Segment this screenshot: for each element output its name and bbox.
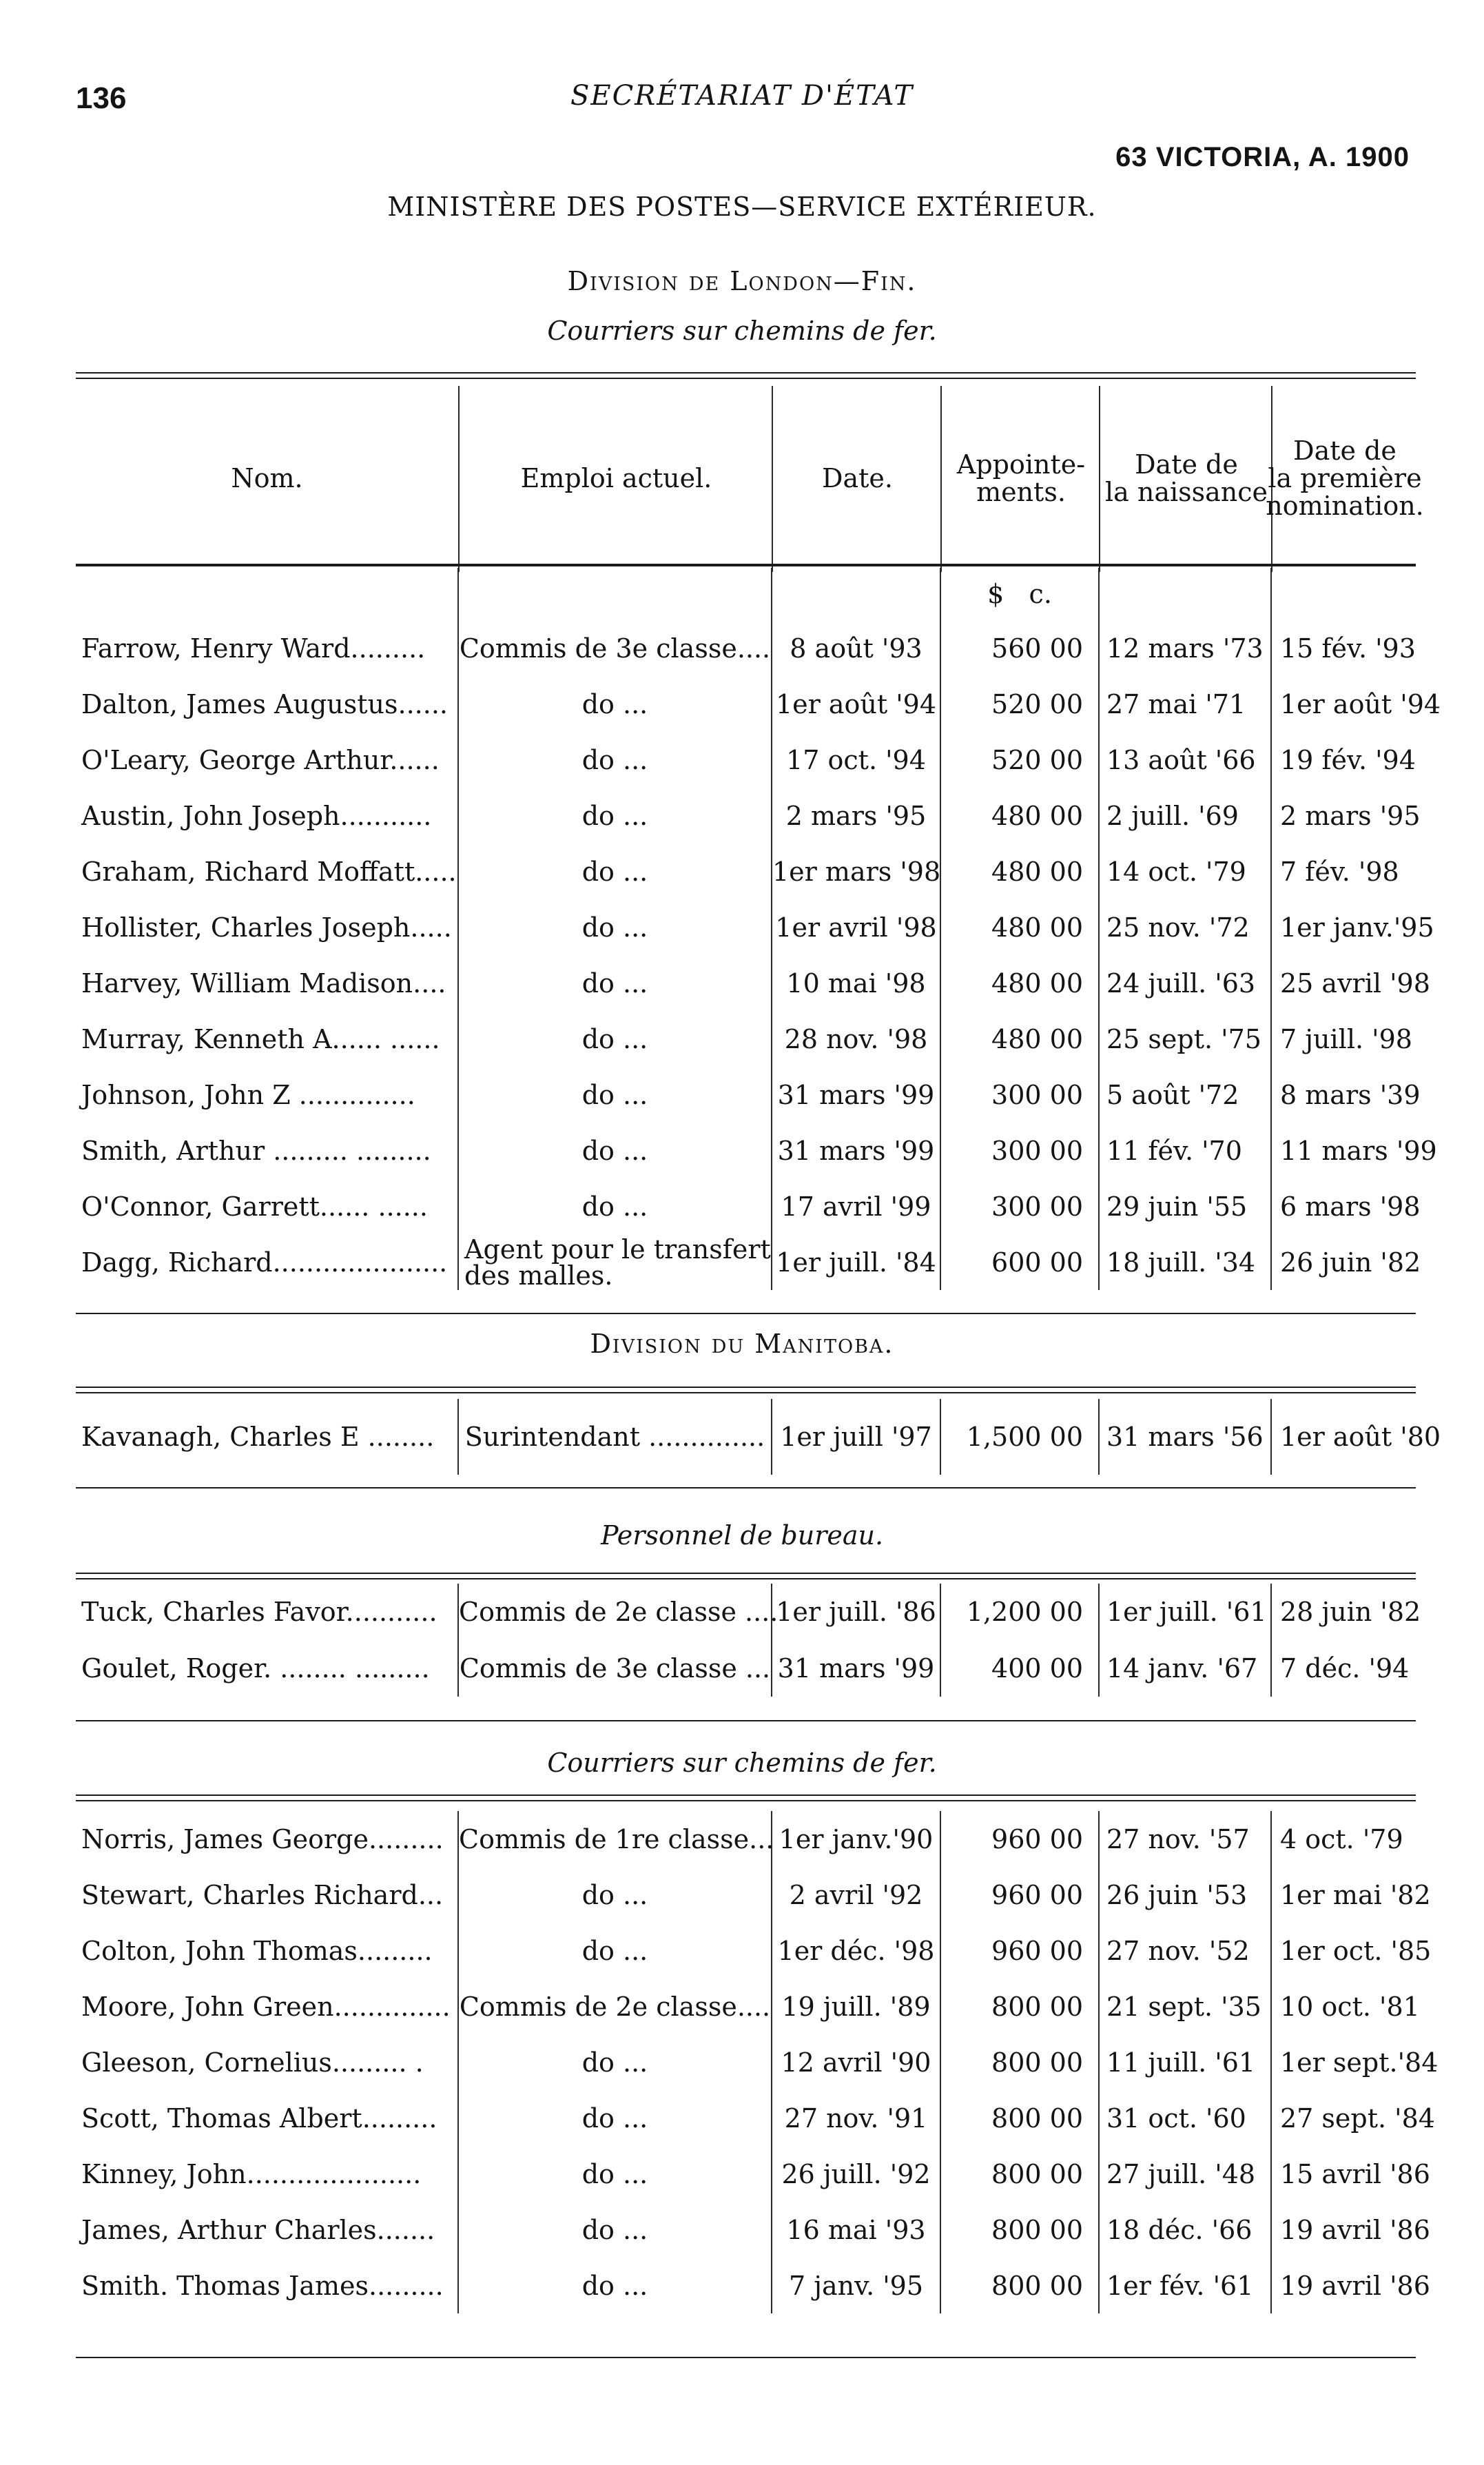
employment-title: do ... [458, 843, 772, 899]
table-row [76, 1584, 1416, 1640]
employment-title: do ... [458, 2202, 772, 2258]
employee-name: Stewart, Charles Richard... [81, 1879, 444, 1910]
table-row [76, 2258, 1416, 2313]
table-row [76, 1640, 1416, 1697]
appointment-date: 27 nov. '91 [772, 2090, 940, 2146]
salary-amount: 300 00 [940, 1178, 1099, 1234]
first-appointment-date: 25 avril '98 [1271, 955, 1416, 1011]
appointment-date: 1er janv.'90 [772, 1811, 940, 1867]
office-table [76, 1584, 1421, 1697]
birth-date: 18 déc. '66 [1099, 2202, 1271, 2258]
rail-top-rule-double [76, 1800, 1416, 1801]
appointment-date: 1er juill. '86 [772, 1584, 940, 1640]
first-appointment-date: 1er janv.'95 [1271, 899, 1416, 955]
appointment-date: 12 avril '90 [772, 2034, 940, 2090]
appointment-date: 1er juill '97 [772, 1399, 940, 1475]
salary-amount: 1,200 00 [940, 1584, 1099, 1640]
salary-amount: 800 00 [940, 2202, 1099, 2258]
birth-date: 27 mai '71 [1099, 676, 1271, 732]
first-appointment-date: 1er août '94 [1271, 676, 1416, 732]
first-appointment-date: 8 mars '39 [1271, 1067, 1416, 1123]
appointment-date: 28 nov. '98 [772, 1011, 940, 1067]
salary-amount: 800 00 [940, 2034, 1099, 2090]
table-row [76, 2034, 1416, 2090]
employment-title: do ... [458, 2090, 772, 2146]
col-header-first-appointment: Date de la première nomination. [1271, 386, 1417, 572]
appointment-date: 1er août '94 [772, 676, 940, 732]
birth-date: 29 juin '55 [1099, 1178, 1271, 1234]
employee-name: Kinney, John..................... [81, 2158, 422, 2189]
personnel-top-rule-double [76, 1578, 1416, 1579]
employee-name: Tuck, Charles Favor........... [81, 1597, 437, 1627]
table-row [76, 899, 1416, 955]
table-row [76, 1067, 1416, 1123]
employee-name: Norris, James George......... [81, 1823, 444, 1854]
first-appointment-date: 7 déc. '94 [1271, 1640, 1416, 1697]
salary-amount: 960 00 [940, 1811, 1099, 1867]
manitoba-top-rule [76, 1387, 1416, 1388]
salary-amount: 800 00 [940, 2090, 1099, 2146]
employee-name: Scott, Thomas Albert......... [81, 2103, 437, 2134]
employee-name: Kavanagh, Charles E ........ [81, 1422, 435, 1452]
table-row [76, 955, 1416, 1011]
table-row [76, 1399, 1416, 1475]
employment-title: Commis de 3e classe.... [458, 620, 772, 676]
birth-date: 25 sept. '75 [1099, 1011, 1271, 1067]
employee-name: Goulet, Roger. ........ ......... [81, 1653, 430, 1684]
employment-title: do ... [458, 2258, 772, 2313]
birth-date: 31 mars '56 [1099, 1399, 1271, 1475]
appointment-date: 1er mars '98 [772, 843, 940, 899]
birth-date: 1er fév. '61 [1099, 2258, 1271, 2313]
birth-date: 5 août '72 [1099, 1067, 1271, 1123]
first-appointment-date: 2 mars '95 [1271, 788, 1416, 843]
first-appointment-date: 1er oct. '85 [1271, 1923, 1416, 1978]
col-header-employment: Emploi actuel. [458, 386, 773, 572]
appointment-date: 17 oct. '94 [772, 732, 940, 788]
birth-date: 18 juill. '34 [1099, 1234, 1271, 1290]
first-appointment-date: 1er mai '82 [1271, 1867, 1416, 1923]
first-appointment-date: 6 mars '98 [1271, 1178, 1416, 1234]
table-row [76, 1178, 1416, 1234]
appointment-date: 10 mai '98 [772, 955, 940, 1011]
salary-amount: 480 00 [940, 955, 1099, 1011]
birth-date: 11 juill. '61 [1099, 2034, 1271, 2090]
first-appointment-date: 28 juin '82 [1271, 1584, 1416, 1640]
salary-amount: 480 00 [940, 899, 1099, 955]
table-row [76, 1867, 1416, 1923]
top-rule [76, 372, 1416, 374]
table-row [76, 732, 1416, 788]
salary-amount: 960 00 [940, 1867, 1099, 1923]
birth-date: 27 nov. '52 [1099, 1923, 1271, 1978]
salary-amount: 1,500 00 [940, 1399, 1099, 1475]
table-row [76, 1978, 1416, 2034]
units-cell: $ c. [940, 568, 1099, 620]
table-row [76, 676, 1416, 732]
salary-amount: 600 00 [940, 1234, 1099, 1290]
appointment-date: 2 mars '95 [772, 788, 940, 843]
first-appointment-date: 26 juin '82 [1271, 1234, 1416, 1290]
employment-title: do ... [458, 1178, 772, 1234]
section-title-courriers: Courriers sur chemins de fer. [547, 316, 937, 346]
appointment-date: 26 juill. '92 [772, 2146, 940, 2202]
manitoba-bottom-rule [76, 1487, 1416, 1489]
employee-name: James, Arthur Charles....... [81, 2214, 435, 2245]
employee-name: Harvey, William Madison.... [81, 968, 446, 999]
employee-name: Dagg, Richard..................... [81, 1247, 448, 1278]
salary-amount: 800 00 [940, 2146, 1099, 2202]
section-title-personnel: Personnel de bureau. [600, 1520, 884, 1551]
column-header-row [76, 386, 1424, 572]
birth-date: 27 nov. '57 [1099, 1811, 1271, 1867]
table-row [76, 788, 1416, 843]
personnel-top-rule [76, 1573, 1416, 1574]
employment-title: Commis de 3e classe ... [458, 1640, 772, 1697]
division-title-manitoba: Division du Manitoba. [590, 1329, 894, 1359]
table-row [76, 2146, 1416, 2202]
employee-name: Graham, Richard Moffatt..... [81, 856, 457, 887]
appointment-date: 1er déc. '98 [772, 1923, 940, 1978]
employee-name: O'Leary, George Arthur...... [81, 744, 440, 775]
col-header-name: Nom. [231, 463, 303, 494]
employee-name: Austin, John Joseph........... [81, 800, 432, 831]
employment-title: do ... [458, 2146, 772, 2202]
employee-name: Dalton, James Augustus...... [81, 688, 448, 719]
appointment-date: 31 mars '99 [772, 1123, 940, 1178]
manitoba-top-rule-double [76, 1392, 1416, 1393]
table-row [76, 1123, 1416, 1178]
employment-title: do ... [458, 788, 772, 843]
employment-title: do ... [458, 732, 772, 788]
employee-name: Johnson, John Z .............. [81, 1079, 415, 1110]
birth-date: 2 juill. '69 [1099, 788, 1271, 843]
personnel-bottom-rule [76, 1720, 1416, 1721]
rail-bottom-rule [76, 2357, 1416, 2358]
employment-title: Agent pour le transfert des malles. [458, 1234, 772, 1290]
birth-date: 27 juill. '48 [1099, 2146, 1271, 2202]
units-row [76, 568, 1416, 620]
salary-amount: 480 00 [940, 1011, 1099, 1067]
employment-title: do ... [458, 955, 772, 1011]
birth-date: 26 juin '53 [1099, 1867, 1271, 1923]
employment-title: Commis de 2e classe .... [458, 1584, 772, 1640]
appointment-date: 17 avril '99 [772, 1178, 940, 1234]
birth-date: 25 nov. '72 [1099, 899, 1271, 955]
salary-amount: 480 00 [940, 788, 1099, 843]
employment-title: do ... [458, 899, 772, 955]
employee-name: Gleeson, Cornelius......... . [81, 2047, 424, 2078]
header-bottom-rule [76, 564, 1416, 566]
table-row [76, 1234, 1416, 1290]
manitoba-table [76, 1399, 1441, 1475]
table-row [76, 1011, 1416, 1067]
section-title-courriers-2: Courriers sur chemins de fer. [547, 1748, 937, 1778]
page-number: 136 [76, 81, 127, 115]
table-row [76, 1811, 1416, 1867]
col-header-date: Date. [772, 386, 942, 572]
appointment-date: 8 août '93 [772, 620, 940, 676]
division-title-london: Division de London—Fin. [567, 266, 917, 296]
employee-name: O'Connor, Garrett...... ...... [81, 1191, 428, 1222]
first-appointment-date: 11 mars '99 [1271, 1123, 1416, 1178]
employment-title: do ... [458, 1123, 772, 1178]
first-appointment-date: 27 sept. '84 [1271, 2090, 1416, 2146]
birth-date: 11 fév. '70 [1099, 1123, 1271, 1178]
first-appointment-date: 1er sept.'84 [1271, 2034, 1416, 2090]
salary-amount: 520 00 [940, 676, 1099, 732]
first-appointment-date: 15 fév. '93 [1271, 620, 1416, 676]
first-appointment-date: 19 fév. '94 [1271, 732, 1416, 788]
employee-name: Colton, John Thomas......... [81, 1935, 433, 1966]
first-appointment-date: 1er août '80 [1271, 1399, 1416, 1475]
employment-title: do ... [458, 1067, 772, 1123]
first-appointment-date: 15 avril '86 [1271, 2146, 1416, 2202]
salary-amount: 400 00 [940, 1640, 1099, 1697]
employee-name: Hollister, Charles Joseph..... [81, 912, 452, 943]
col-header-birth: Date de la naissance [1099, 386, 1272, 572]
salary-amount: 560 00 [940, 620, 1099, 676]
appointment-date: 19 juill. '89 [772, 1978, 940, 2034]
employment-title: do ... [458, 1867, 772, 1923]
appointment-date: 1er avril '98 [772, 899, 940, 955]
birth-date: 24 juill. '63 [1099, 955, 1271, 1011]
birth-date: 31 oct. '60 [1099, 2090, 1271, 2146]
running-head: SECRÉTARIAT D'ÉTAT [570, 80, 914, 112]
birth-date: 13 août '66 [1099, 732, 1271, 788]
appointment-date: 1er juill. '84 [772, 1234, 940, 1290]
salary-amount: 800 00 [940, 1978, 1099, 2034]
appointment-date: 16 mai '93 [772, 2202, 940, 2258]
first-appointment-date: 4 oct. '79 [1271, 1811, 1416, 1867]
employee-name: Murray, Kenneth A...... ...... [81, 1023, 440, 1054]
birth-date: 1er juill. '61 [1099, 1584, 1271, 1640]
table-row [76, 843, 1416, 899]
table-row [76, 620, 1416, 676]
salary-amount: 960 00 [940, 1923, 1099, 1978]
top-rule-double [76, 378, 1416, 379]
employment-title: Commis de 1re classe... [458, 1811, 772, 1867]
salary-amount: 300 00 [940, 1067, 1099, 1123]
first-appointment-date: 19 avril '86 [1271, 2202, 1416, 2258]
rail-table [76, 1811, 1439, 2313]
ministry-title: MINISTÈRE DES POSTES—SERVICE EXTÉRIEUR. [387, 192, 1097, 222]
col-header-salary: Appointe- ments. [940, 386, 1100, 572]
salary-amount: 520 00 [940, 732, 1099, 788]
first-appointment-date: 10 oct. '81 [1271, 1978, 1416, 2034]
employment-title: do ... [458, 676, 772, 732]
employment-title: do ... [458, 1011, 772, 1067]
employee-name: Smith, Arthur ......... ......... [81, 1135, 431, 1166]
employment-title: Commis de 2e classe.... [458, 1978, 772, 2034]
appointment-date: 31 mars '99 [772, 1640, 940, 1697]
salary-amount: 800 00 [940, 2258, 1099, 2313]
birth-date: 14 janv. '67 [1099, 1640, 1271, 1697]
session-label: 63 VICTORIA, A. 1900 [1115, 142, 1410, 172]
london-bottom-rule [76, 1313, 1416, 1314]
employment-title: do ... [458, 2034, 772, 2090]
employment-title: do ... [458, 1923, 772, 1978]
first-appointment-date: 7 fév. '98 [1271, 843, 1416, 899]
employee-name: Smith. Thomas James......... [81, 2270, 444, 2301]
employee-name: Moore, John Green.............. [81, 1991, 451, 2022]
birth-date: 14 oct. '79 [1099, 843, 1271, 899]
table-row [76, 1923, 1416, 1978]
appointment-date: 7 janv. '95 [772, 2258, 940, 2313]
birth-date: 21 sept. '35 [1099, 1978, 1271, 2034]
birth-date: 12 mars '73 [1099, 620, 1271, 676]
salary-amount: 480 00 [940, 843, 1099, 899]
first-appointment-date: 7 juill. '98 [1271, 1011, 1416, 1067]
salary-amount: 300 00 [940, 1123, 1099, 1178]
appointment-date: 31 mars '99 [772, 1067, 940, 1123]
table-row [76, 2090, 1416, 2146]
rail-top-rule [76, 1794, 1416, 1796]
london-table [76, 568, 1441, 1291]
employment-title: Surintendant .............. [458, 1399, 772, 1475]
table-row [76, 2202, 1416, 2258]
appointment-date: 2 avril '92 [772, 1867, 940, 1923]
employee-name: Farrow, Henry Ward......... [81, 633, 426, 664]
first-appointment-date: 19 avril '86 [1271, 2258, 1416, 2313]
